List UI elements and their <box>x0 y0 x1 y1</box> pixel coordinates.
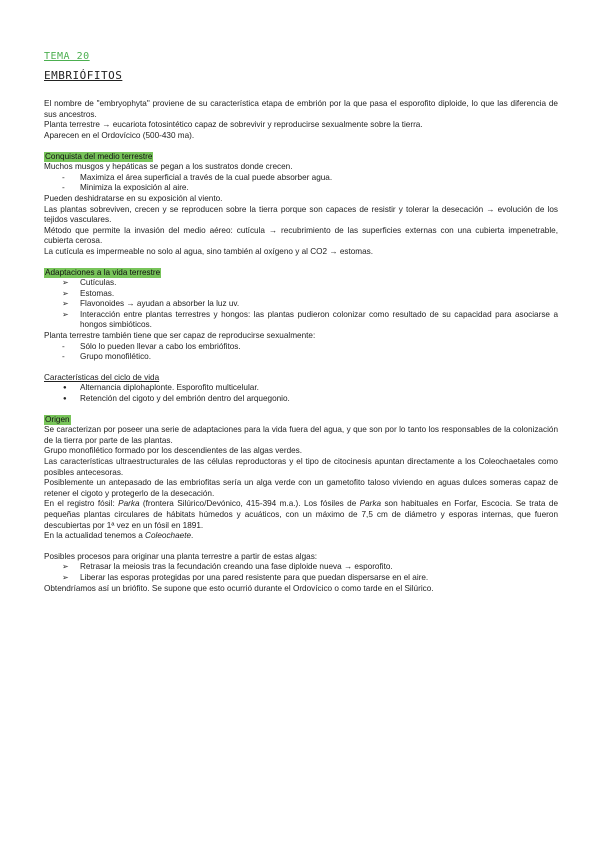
coleochaete-paragraph <box>44 531 558 542</box>
text-run: son habituales en Forfar, Escocia. Se trata de pequeñas plantas circulares de hábitats húmedos y acuáticos, con un máximo de 7,5 cm de diámetro y esporas internas, que fueron descubiertas por 1ª vez en un fósil en 1891. <box>44 499 558 530</box>
italic-term: Parka <box>118 499 140 509</box>
paragraph: Las plantas sobreviven, crecen y se reproducen sobre la tierra porque son capaces de resistir y tolerar la desecación → evolución de los tejidos vasculares. <box>44 204 558 225</box>
dot-list <box>44 383 558 404</box>
italic-term: Coleochaete <box>145 531 192 541</box>
arrow-list <box>44 278 558 331</box>
italic-term: Parka <box>359 499 382 509</box>
document-page <box>44 52 558 594</box>
paragraph: Planta terrestre también tiene que ser capaz de reproducirse sexualmente: <box>44 331 316 341</box>
paragraph: Obtendríamos así un briófito. Se supone que esto ocurrió durante el Ordovícico o como tarde en el Silúrico. <box>44 583 434 593</box>
intro-paragraph-2: Planta terrestre → eucariota fotosintético capaz de sobrevivir y reproducirse sexualmente sobre la tierra. <box>44 120 423 130</box>
paragraph: Posibles procesos para originar una planta terrestre a partir de estas algas: <box>44 551 318 561</box>
paragraph: Método que permite la invasión del medio aéreo: cutícula → recubrimiento de las superficies externas con una cubierta impenetrable, cubierta cerosa. <box>44 225 558 246</box>
list-item: - Minimiza la exposición al aire. <box>44 183 558 194</box>
list-item: - Maximiza el área superficial a través de la cual puede absorber agua. <box>44 173 558 184</box>
list-item: ➢ Estomas. <box>44 289 558 300</box>
list-item: - Sólo lo pueden llevar a cabo los embriófitos. <box>44 342 558 353</box>
list-item: ➢ Cutículas. <box>44 278 558 289</box>
topic-number: TEMA 20 <box>44 51 90 62</box>
list-item: ➢ Liberar las esporas protegidas por una pared resistente para que puedan dispersarse en el aire. <box>44 573 558 584</box>
intro-paragraph-3: Aparecen en el Ordovícico (500-430 ma). <box>44 130 195 140</box>
paragraph: La cutícula es impermeable no solo al agua, sino también al oxígeno y al CO2 → estomas. <box>44 246 374 256</box>
paragraph: Posiblemente un antepasado de las embriofitas sería un alga verde con un gametofito taloso viviendo en aguas dulces someras capaz de retener el cigoto y protegerlo de la desecación. <box>44 478 558 498</box>
section-heading-adaptaciones: Adaptaciones a la vida terrestre <box>45 267 161 277</box>
section-heading-origen: Origen <box>45 414 70 424</box>
page-title: EMBRIÓFITOS <box>44 68 123 82</box>
section-heading-ciclo: Características del ciclo de vida <box>44 372 160 382</box>
fossil-paragraph <box>44 499 558 531</box>
paragraph: Las características ultraestructurales de las células reproductoras y el tipo de citocinesis apuntan directamente a los Coleochaetales como posibles antecesoras. <box>44 457 558 477</box>
text-run: (frontera Silúrico/Devónico, 415-394 m.a.). Los fósiles de <box>139 499 360 509</box>
paragraph: Pueden deshidratarse en su exposición al viento. <box>44 193 223 203</box>
text-run: . <box>191 531 194 541</box>
text-run: En la actualidad tenemos a <box>44 531 146 541</box>
dash-list <box>44 342 558 363</box>
text-run: En el registro fósil: <box>44 499 119 509</box>
arrow-list <box>44 562 558 583</box>
list-item: ● Retención del cigoto y del embrión dentro del arquegonio. <box>44 394 558 405</box>
section-heading-conquista: Conquista del medio terrestre <box>45 151 153 161</box>
paragraph: Muchos musgos y hepáticas se pegan a los sustratos donde crecen. <box>44 162 293 172</box>
list-item: ➢ Retrasar la meiosis tras la fecundación creando una fase diploide nueva → esporofito. <box>44 562 558 573</box>
list-item: - Grupo monofilético. <box>44 352 558 363</box>
intro-paragraph-1: El nombre de "embryophyta" proviene de su característica etapa de embrión por la que pasa el esporofito diploide, lo que las diferencia de sus ancestros. <box>44 99 558 119</box>
list-item: ➢ Flavonoides → ayudan a absorber la luz uv. <box>44 299 558 310</box>
paragraph: Grupo monofilético formado por los descendientes de las algas verdes. <box>44 446 303 456</box>
list-item: ➢ Interacción entre plantas terrestres y hongos: las plantas pudieron colonizar como resultado de su capacidad para asociarse a hongos simbióticos. <box>44 310 558 331</box>
list-item: ● Alternancia diplohaplonte. Esporofito multicelular. <box>44 383 558 394</box>
dash-list <box>44 173 558 194</box>
paragraph: Se caracterizan por poseer una serie de adaptaciones para la vida fuera del agua, y que son por lo tanto los responsables de la colonización de la tierra por parte de las plantas. <box>44 425 558 445</box>
